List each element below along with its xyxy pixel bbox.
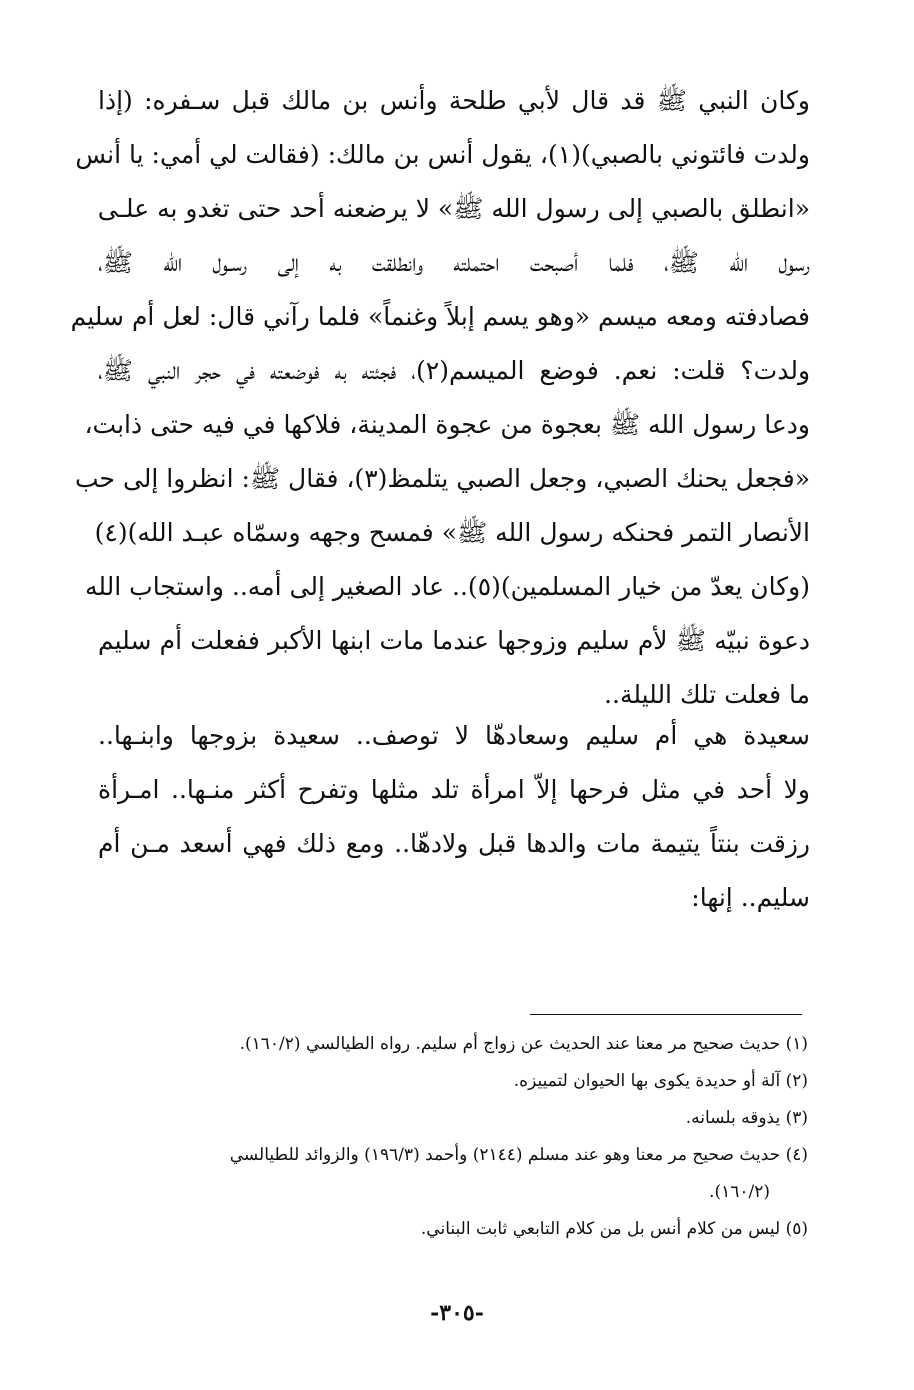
text-line: سليم.. إنها: xyxy=(691,883,810,912)
text-line: ما فعلت تلك الليلة.. xyxy=(604,680,810,709)
text-line: الأنصار التمر فحنكه رسول الله ﷺ» فمسح وجهه وسمّاه عبـد الله)(٤) xyxy=(94,518,810,547)
text-line: ولدت فائتوني بالصبي)(١)، يقول أنس بن مالك: (فقالت لي أمي: يا أنس xyxy=(75,140,810,169)
text-line: ولا أحد في مثل فرحها إلاّ امرأة تلد مثلها وتفرح أكثر منـها.. امـرأة xyxy=(98,775,810,804)
text-line: «انطلق بالصبي إلى رسول الله ﷺ» لا يرضعنه أحد حتى تغدو به علـى xyxy=(97,194,810,223)
text-line: ودعا رسول الله ﷺ بعجوة من عجوة المدينة، فلاكها في فيه حتى ذابت، xyxy=(84,410,810,439)
text-line: ولدت؟ قلت: نعم. فوضع الميسم(٢)، فجئته به فوضعته في حجر النبي ﷺ، xyxy=(98,356,811,385)
footnote-1: (١) حديث صحيح مر معنا عند الحديث عن زواج أم سليم. رواه الطيالسي (١٦٠/٢). xyxy=(239,1034,808,1054)
text-line: سعيدة هي أم سليم وسعادهّا لا توصف.. سعيدة بزوجها وابنـها.. xyxy=(98,721,810,750)
footnote-4-continued: (١٦٠/٢). xyxy=(709,1182,770,1202)
footnotes xyxy=(86,1026,808,1248)
text-line: رسول الله ﷺ، فلما أصبحت احتملته وانطلقت به إلى رسـول الله ﷺ، xyxy=(98,248,810,277)
text-line: دعوة نبيّه ﷺ لأم سليم وزوجها عندما مات ابنها الأكبر ففعلت أم سليم xyxy=(98,626,810,655)
footnote-3: (٣) يذوقه بلسانه. xyxy=(685,1108,808,1128)
text-line: وكان النبي ﷺ قد قال لأبي طلحة وأنس بن مالك قبل سـفره: (إذا xyxy=(98,86,810,115)
text-line: «فجعل يحنك الصبي، وجعل الصبي يتلمظ(٣)، فقال ﷺ: انظروا إلى حب xyxy=(75,464,810,493)
page-number: -٣٠٥- xyxy=(430,1300,484,1326)
footnote-5: (٥) ليس من كلام أنس بل من كلام التابعي ثابت البناني. xyxy=(420,1219,808,1239)
footnote-divider xyxy=(530,1014,802,1015)
paragraph-second xyxy=(98,709,810,925)
paragraph-main xyxy=(70,74,811,722)
text-line: رزقت بنتاً يتيمة مات والدها قبل ولادهّا.. ومع ذلك فهي أسعد مـن أم xyxy=(98,829,810,858)
text-line: فصادفته ومعه ميسم «وهو يسم إبلاً وغنماً» فلما رآني قال: لعل أم سليم xyxy=(70,302,810,331)
footnote-2: (٢) آلة أو حديدة يكوى بها الحيوان لتمييزه. xyxy=(513,1071,808,1091)
footnote-4: (٤) حديث صحيح مر معنا وهو عند مسلم (٢١٤٤) وأحمد (١٩٦/٣) والزوائد للطيالسي xyxy=(229,1145,808,1165)
text-line: (وكان يعدّ من خيار المسلمين)(٥).. عاد الصغير إلى أمه.. واستجاب الله xyxy=(84,572,810,601)
